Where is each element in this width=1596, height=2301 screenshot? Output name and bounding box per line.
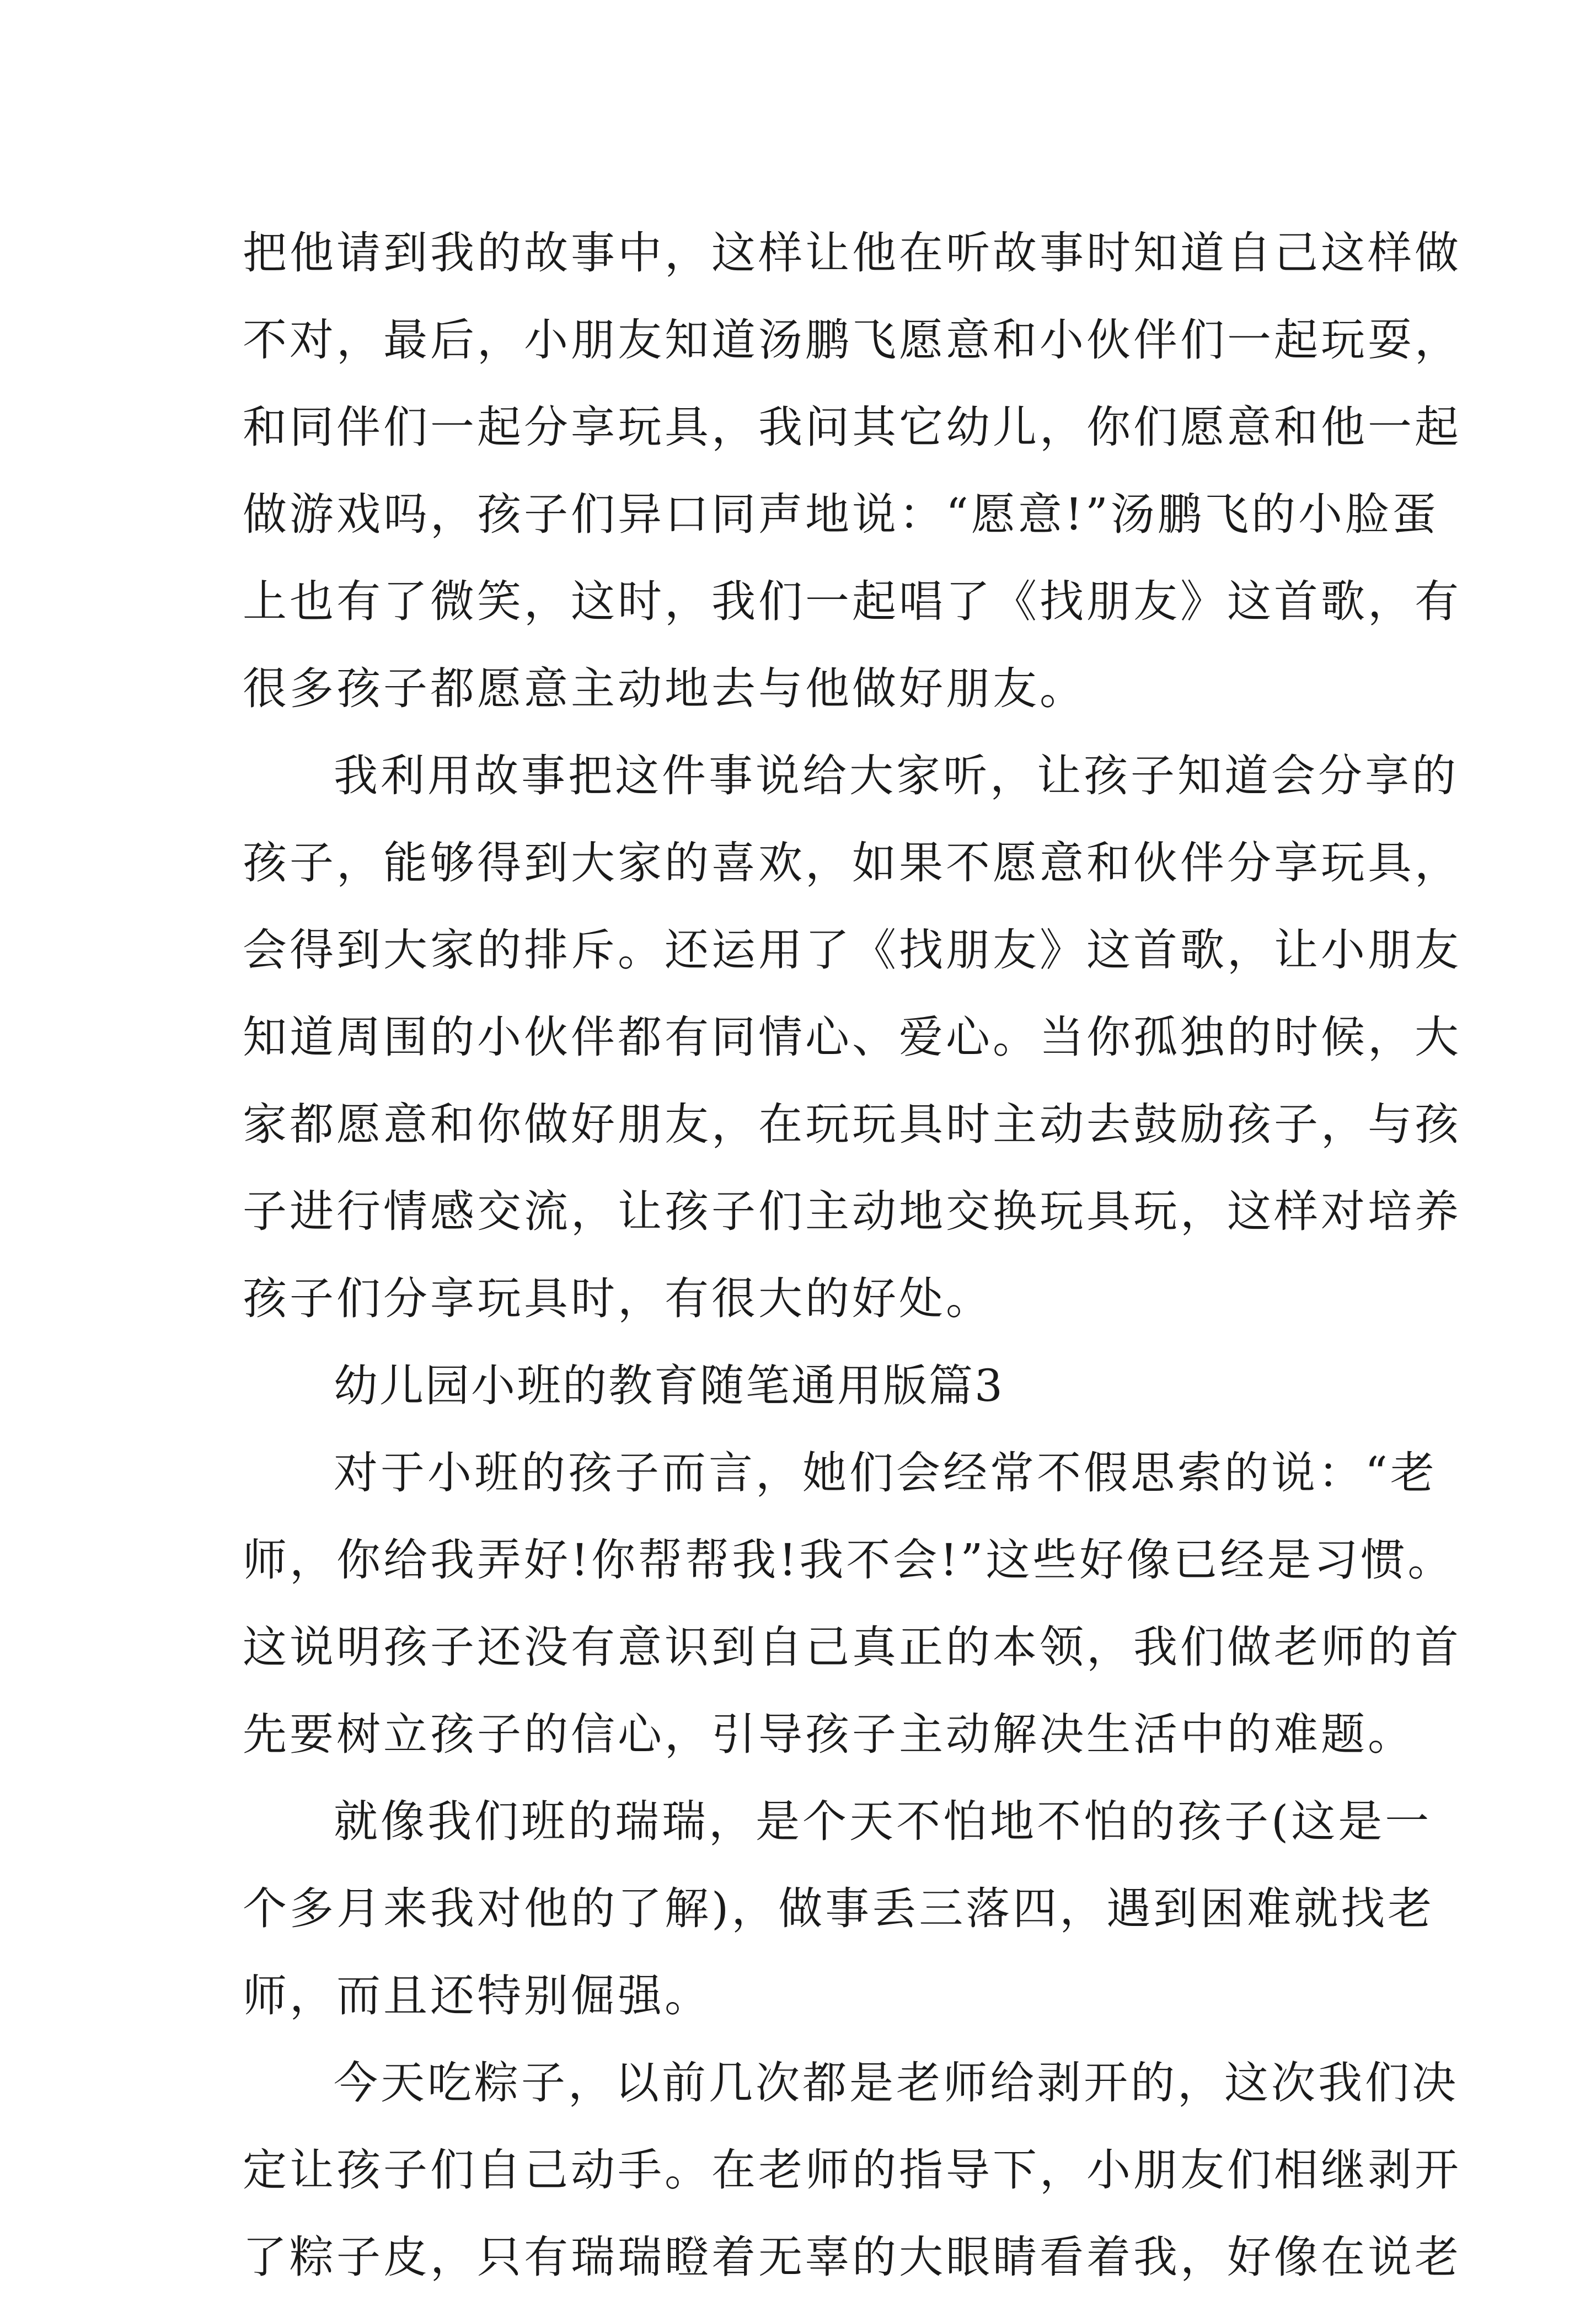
text-line: 定让孩子们自己动手。在老师的指导下，小朋友们相继剥开	[243, 2144, 1461, 2196]
text-line: 孩子，能够得到大家的喜欢，如果不愿意和伙伴分享玩具，	[243, 837, 1461, 889]
text-line: 知道周围的小伙伴都有同情心、爱心。当你孤独的时候，大	[243, 1012, 1461, 1063]
text-line: 不对，最后，小朋友知道汤鹏飞愿意和小伙伴们一起玩耍，	[243, 314, 1461, 366]
text-line: 子进行情感交流，让孩子们主动地交换玩具玩，这样对培养	[243, 1186, 1461, 1237]
text-line: 家都愿意和你做好朋友，在玩玩具时主动去鼓励孩子，与孩	[243, 1099, 1461, 1150]
text-line: 孩子们分享玩具时，有很大的好处。	[243, 1273, 993, 1324]
text-line: 今天吃粽子，以前几次都是老师给剥开的，这次我们决	[334, 2057, 1459, 2109]
text-line: 了粽子皮，只有瑞瑞瞪着无辜的大眼睛看着我，好像在说老	[243, 2232, 1461, 2283]
section-heading: 幼儿园小班的教育随笔通用版篇3	[334, 1360, 1004, 1411]
text-line: 做游戏吗，孩子们异口同声地说：“愿意!”汤鹏飞的小脸蛋	[243, 489, 1439, 540]
text-line: 先要树立孩子的信心，引导孩子主动解决生活中的难题。	[243, 1709, 1415, 1760]
text-line: 会得到大家的排斥。还运用了《找朋友》这首歌，让小朋友	[243, 924, 1461, 976]
text-line: 把他请到我的故事中，这样让他在听故事时知道自己这样做	[243, 227, 1461, 279]
document-body	[243, 210, 1461, 2301]
text-line: 和同伴们一起分享玩具，我问其它幼儿，你们愿意和他一起	[243, 402, 1461, 453]
text-line: 师，而且还特别倔强。	[243, 1970, 711, 2021]
text-line: 个多月来我对他的了解)，做事丢三落四，遇到困难就找老	[243, 1883, 1435, 1934]
text-line: 上也有了微笑，这时，我们一起唱了《找朋友》这首歌，有	[243, 576, 1461, 627]
text-line: 就像我们班的瑞瑞，是个天不怕地不怕的孩子(这是一	[334, 1796, 1432, 1847]
text-line: 我利用故事把这件事说给大家听，让孩子知道会分享的	[334, 750, 1459, 801]
text-line: 师，你给我弄好!你帮帮我!我不会!”这些好像已经是习惯。	[243, 1534, 1455, 1586]
text-line: 对于小班的孩子而言，她们会经常不假思索的说：“老	[334, 1447, 1437, 1499]
text-line: 这说明孩子还没有意识到自己真正的本领，我们做老师的首	[243, 1622, 1461, 1673]
text-line: 很多孩子都愿意主动地去与他做好朋友。	[243, 663, 1086, 714]
